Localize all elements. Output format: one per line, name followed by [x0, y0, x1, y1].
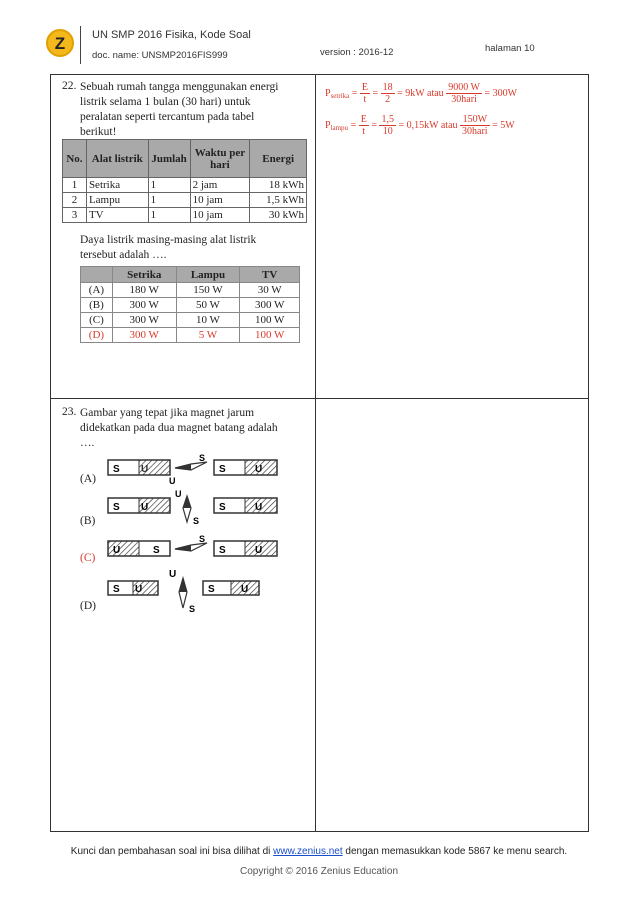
solution-subscript: setrika — [330, 91, 350, 100]
label-u: U — [169, 476, 176, 486]
label-s: S — [193, 516, 200, 526]
table-cell: 2 jam — [190, 178, 250, 193]
label-s: S — [219, 464, 226, 475]
label-s: S — [219, 545, 226, 556]
label-s: S — [208, 584, 215, 595]
diagram-b — [108, 489, 277, 526]
diagram-c — [108, 534, 277, 556]
row-divider — [50, 398, 589, 399]
q22-number: 22. — [62, 80, 77, 92]
label-u: U — [141, 464, 149, 475]
label-u: U — [175, 489, 182, 499]
option-cell: 300 W — [112, 328, 176, 343]
table-cell: TV — [86, 208, 148, 223]
label-s: S — [113, 584, 120, 595]
table-header-cell: Energi — [250, 140, 307, 178]
header-title: UN SMP 2016 Fisika, Kode Soal — [92, 29, 251, 41]
q22-text-line: peralatan seperti tercantum pada tabel — [80, 111, 255, 123]
q23-text — [80, 406, 278, 451]
table-header-cell: No. — [63, 140, 87, 178]
options-header-cell — [81, 267, 113, 283]
solution-equals: = — [350, 119, 357, 131]
table-cell: 1 — [148, 178, 190, 193]
label-u: U — [135, 584, 143, 595]
q23-number: 23. — [62, 406, 77, 418]
q22-prompt-line: tersebut adalah …. — [80, 249, 167, 261]
options-header-row — [81, 267, 300, 283]
q23-option-b[interactable]: (B) — [80, 515, 96, 527]
table-cell: Setrika — [86, 178, 148, 193]
solution-fraction: $\frac{1,5}{10}$ — [381, 114, 394, 137]
q22-text — [80, 80, 278, 140]
footer-link[interactable]: www.zenius.net — [273, 846, 343, 857]
q23-text-line: didekatkan pada dua magnet batang adalah — [80, 422, 278, 434]
label-s: S — [219, 502, 226, 513]
option-cell: 10 W — [176, 313, 240, 328]
option-cell: 300 W — [112, 313, 176, 328]
solution-text: = 0,15kW atau — [398, 119, 458, 131]
option-label: (C) — [81, 313, 113, 328]
table-cell: Lampu — [86, 193, 148, 208]
header-divider — [80, 26, 81, 64]
label-u: U — [255, 502, 263, 513]
label-s: S — [113, 464, 120, 475]
option-cell: 300 W — [112, 298, 176, 313]
label-u: U — [113, 545, 121, 556]
label-u: U — [141, 502, 149, 513]
footer-text-before: Kunci dan pembahasan soal ini bisa dilihat di — [70, 846, 274, 857]
solution-fraction: $\frac{18}{2}$ — [382, 82, 393, 105]
q22-prompt-line: Daya listrik masing-masing alat listrik — [80, 234, 257, 246]
footer-note — [0, 846, 638, 857]
option-label: (D) — [81, 328, 113, 343]
q23-option-c-correct[interactable]: (C) — [80, 552, 96, 564]
option-row-d-correct[interactable] — [81, 328, 300, 343]
option-row-a[interactable] — [81, 283, 300, 298]
option-cell: 30 W — [240, 283, 300, 298]
solution-equals: = — [372, 87, 379, 99]
needle-north-half — [179, 578, 187, 592]
table-header-cell: Waktu per hari — [190, 140, 250, 178]
solution-subscript: lampu — [330, 123, 349, 132]
table-cell: 3 — [63, 208, 87, 223]
option-cell: 300 W — [240, 298, 300, 313]
label-s: S — [189, 604, 196, 614]
option-cell: 100 W — [240, 328, 300, 343]
solution-fraction: $\frac{9000 W}{\text{30hari}}$ — [448, 82, 480, 105]
table-cell: 1,5 kWh — [250, 193, 307, 208]
option-row-b[interactable] — [81, 298, 300, 313]
header-version: version : 2016-12 — [320, 47, 394, 58]
q22-options-table — [80, 266, 300, 343]
q23-text-line: …. — [80, 437, 95, 449]
table-header-cell: Jumlah — [148, 140, 190, 178]
solution-symbol: P — [325, 87, 331, 99]
q22-text-line: Sebuah rumah tangga menggunakan energi — [80, 81, 279, 93]
table-cell: 1 — [148, 193, 190, 208]
zenius-logo — [46, 29, 74, 57]
footer-copyright: Copyright © 2016 Zenius Education — [239, 866, 399, 877]
q23-option-d[interactable]: (D) — [80, 600, 96, 612]
label-u: U — [255, 464, 263, 475]
table-cell: 1 — [63, 178, 87, 193]
q22-text-line: berikut! — [80, 126, 117, 138]
solution-symbol: P — [325, 119, 331, 131]
option-label: (B) — [81, 298, 113, 313]
table-header-cell: Alat listrik — [86, 140, 148, 178]
solution-result: = 300W — [484, 87, 518, 99]
options-header-cell: TV — [240, 267, 300, 283]
table-row — [63, 208, 307, 223]
table-cell: 10 jam — [190, 208, 250, 223]
solution-fraction: $\frac{E}{t}$ — [361, 82, 368, 105]
solution-text: = 9kW atau — [397, 87, 444, 99]
option-cell: 50 W — [176, 298, 240, 313]
option-cell: 100 W — [240, 313, 300, 328]
table-cell: 2 — [63, 193, 87, 208]
column-divider — [315, 74, 316, 832]
label-s: S — [113, 502, 120, 513]
solution-fraction: $\frac{150W}{\text{30hari}}$ — [462, 114, 488, 137]
label-s: S — [199, 453, 206, 463]
table-cell: 18 kWh — [250, 178, 307, 193]
logo-letter: Z — [54, 34, 66, 53]
option-cell: 180 W — [112, 283, 176, 298]
label-u: U — [241, 584, 249, 595]
diagram-a — [108, 453, 277, 486]
q23-text-line: Gambar yang tepat jika magnet jarum — [80, 407, 255, 419]
q22-prompt — [80, 233, 256, 263]
header-doc-name: doc. name: UNSMP2016FIS999 — [92, 50, 228, 61]
table-row — [63, 193, 307, 208]
label-u: U — [255, 545, 263, 556]
footer-text-after: dengan memasukkan kode 5867 ke menu search. — [342, 846, 568, 857]
options-header-cell: Lampu — [176, 267, 240, 283]
table-cell: 30 kWh — [250, 208, 307, 223]
q22-usage-table — [62, 139, 307, 223]
table-row — [63, 178, 307, 193]
table-cell: 10 jam — [190, 193, 250, 208]
label-u: U — [169, 569, 177, 580]
q23-magnet-diagrams — [105, 450, 280, 622]
q22-text-line: listrik selama 1 bulan (30 hari) untuk — [80, 96, 251, 108]
options-header-cell: Setrika — [112, 267, 176, 283]
label-s: S — [153, 545, 160, 556]
header-page-number: halaman 10 — [485, 43, 535, 54]
solution-result: = 5W — [492, 119, 515, 131]
option-cell: 5 W — [176, 328, 240, 343]
q22-solution-lampu — [325, 114, 515, 137]
q22-solution-setrika — [325, 82, 517, 105]
option-label: (A) — [81, 283, 113, 298]
table-header-row — [63, 140, 307, 178]
needle-north-half — [183, 496, 191, 508]
diagram-d — [108, 569, 259, 614]
solution-equals: = — [371, 119, 377, 131]
option-cell: 150 W — [176, 283, 240, 298]
table-cell: 1 — [148, 208, 190, 223]
label-s: S — [199, 534, 206, 544]
solution-equals: = — [351, 87, 358, 99]
q23-option-a[interactable]: (A) — [80, 473, 96, 485]
solution-fraction: $\frac{E}{t}$ — [360, 114, 367, 137]
option-row-c[interactable] — [81, 313, 300, 328]
